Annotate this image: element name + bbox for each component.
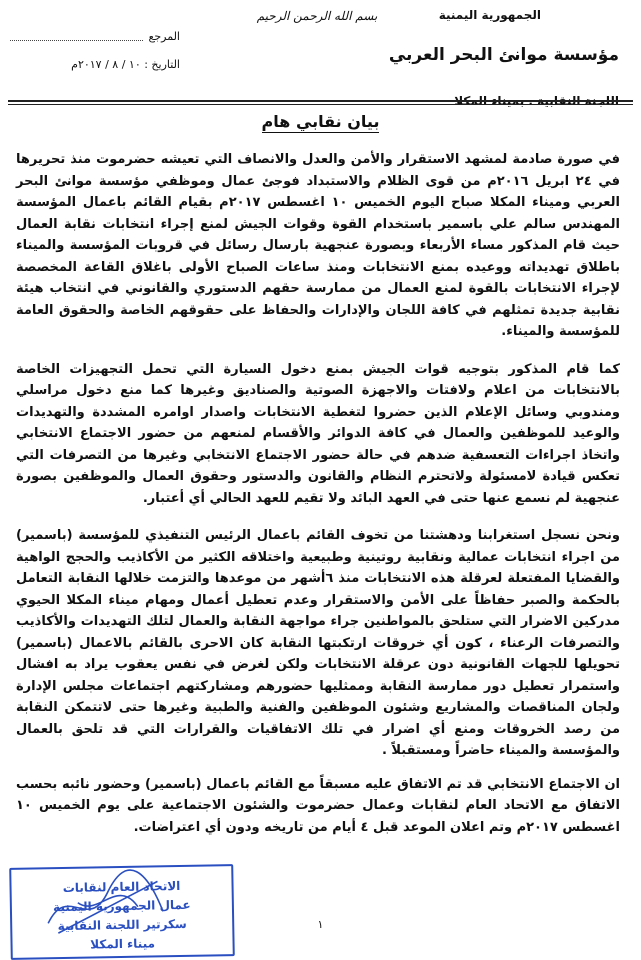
stamp-line-3: سكرتير اللجنة النقابية <box>57 916 187 934</box>
paragraph-2: كما قام المذكور بتوجيه قوات الجيش بمنع دخول السيارة التي تحمل التجهيزات الخاصة بالانتخابات من اعلام ولافتات والاجهزة الصوتية والصناديق وغيرها كما منع دخول مراسلي ومندوبي وسائل الإعلام الذين حضروا لتغطية الانتخابات واصدار اوامره المشددة والتهديدات والوعيد للموظفين والعمال في كافة الدوائر والأقسام لمنعهم من حضور الاجتماع الانتخابي واتخاذ اجراءات التعسفية ضدهم في حالة حضور الاجتماع الانتخابي وغيرها من التصرفات التي تعكس قيادة لامسئولة ولاتحترم النظام والقانون والدستور وحقوق العمال والموظفين بصورة عنجهية لم نسمع عنها حتى في العهد البائد ولا تقيم للعهد الحالي أي أعتبار. <box>16 361 620 506</box>
reference-row <box>10 28 180 46</box>
paragraph-1: في صورة صادمة لمشهد الاستقرار والأمن والعدل والانصاف التي تعيشه حضرموت منذ تحريرها في ٢٤ ابريل ٢٠١٦م من قوى الظلام والاستبداد فوجئ عمال وموظفي مؤسسة موانئ البحر العربي وميناء المكلا صباح اليوم الخميس ١٠ اغسطس ٢٠١٧م بقيام القائم باعمال المؤسسة المهندس سالم علي باسمير باستخدام القوة وقوات الجيش لمنع إجراء انتخابات نقابة العمال حيث قام المذكور مساء الأربعاء وبصورة عنجهية بارسال رسائل في قروبات المؤسسة والميناء باطلاق تهديداته ووعيده بمنع الانتخابات ومنذ ساعات الصباح الأولى باغلاق القاعة المخصصة لإجراء الانتخابات بالقوة لمنع العمال من ممارسة حقهم الدستوري والقانوني في انتخاب هيئة نقابية جديدة تمثلهم في كافة اللجان والإدارات والحفاظ على حقوقهم الخاصة والحقوق العامة للمؤسسة والميناء. <box>16 152 620 339</box>
country-name: الجمهورية اليمنية <box>438 8 541 22</box>
basmala: بسم الله الرحمن الرحيم <box>256 9 378 23</box>
page-number: ١ <box>317 918 324 931</box>
reference-dotted-line <box>10 28 143 41</box>
committee-name: اللجنة النقابية . بميناء المكلا <box>454 94 619 108</box>
union-stamp <box>9 864 235 960</box>
reference-label: المرجع <box>148 30 180 43</box>
stamp-line-4: ميناء المكلا <box>90 936 156 952</box>
signature-icon <box>37 861 178 943</box>
stamp-line-1: الاتحاد العام لنقابات <box>62 878 181 896</box>
header-rule <box>8 100 633 102</box>
statement-body <box>16 149 620 852</box>
date-line: التاريخ : ١٠ / ٨ / ٢٠١٧م <box>71 58 180 71</box>
statement-title-wrap <box>0 112 641 131</box>
stamp-line-2: عمال الجمهورية اليمنية <box>52 897 191 915</box>
letterhead-right <box>379 6 619 110</box>
header-rule-thin <box>8 104 633 105</box>
statement-title: بيان نقابي هام <box>261 112 380 131</box>
paragraph-3: ونحن نسجل استغرابنا ودهشتنا من تخوف القائم باعمال الرئيس التنفيذي للمؤسسة (باسمير) من اجراء انتخابات عمالية ونقابية روتينية وطبيعية واختلاقه الكثير من الأكاذيب والحجج الواهية والقضايا المفتعلة لعرقلة هذه الانتخابات منذ ٦أشهر من موعدها والتزمت خلالها النقابة التعامل بالحكمة والصبر حفاظاً على الأمن والاستقرار وعدم تعطيل أعمال ومهام ميناء المكلا الحيوي مدركين الاضرار التي ستلحق بالمواطنين جراء مواجهة النقابة والعمال لتلك التهديدات والأكاذيب والتصرفات الرعناء ، كون أي خروقات ارتكبتها النقابة كان الاحرى بالقائم بالاعمال (باسمير) تحويلها للجهات القانونية دون عرقلة الانتخابات ولكن لغرض في نفس يعقوب يراد به افشال واستمرار تعطيل دور ممارسة النقابة وممثليها حضورهم ومشاركتهم اجتماعات مجلس الإدارة ولجان المناقصات والمشاريع وشئون الموظفين والفنية والطبية وغيرها حتى لاتتمكن النقابة من رصد الخروقات ومنع أي اضرار في تلك الاتفاقيات والقرارات التي قد تلحق بالعمال والمؤسسة والميناء حاضراً ومستقبلاً . <box>16 528 620 758</box>
letterhead-left <box>10 28 180 74</box>
organization-name: مؤسسة موانئ البحر العربي <box>388 45 619 65</box>
paragraph-4: ان الاجتماع الانتخابي قد تم الاتفاق عليه مسبقاً مع القائم باعمال (باسمير) وحضور نائبه بحسب الاتفاق مع الاتحاد العام لنقابات وعمال حضرموت والشئون الاجتماعية على يوم الخميس ١٠ اغسطس ٢٠١٧م وتم اعلان الموعد قبل ٤ أيام من تاريخه ودون أي اعتراضات. <box>16 776 620 835</box>
